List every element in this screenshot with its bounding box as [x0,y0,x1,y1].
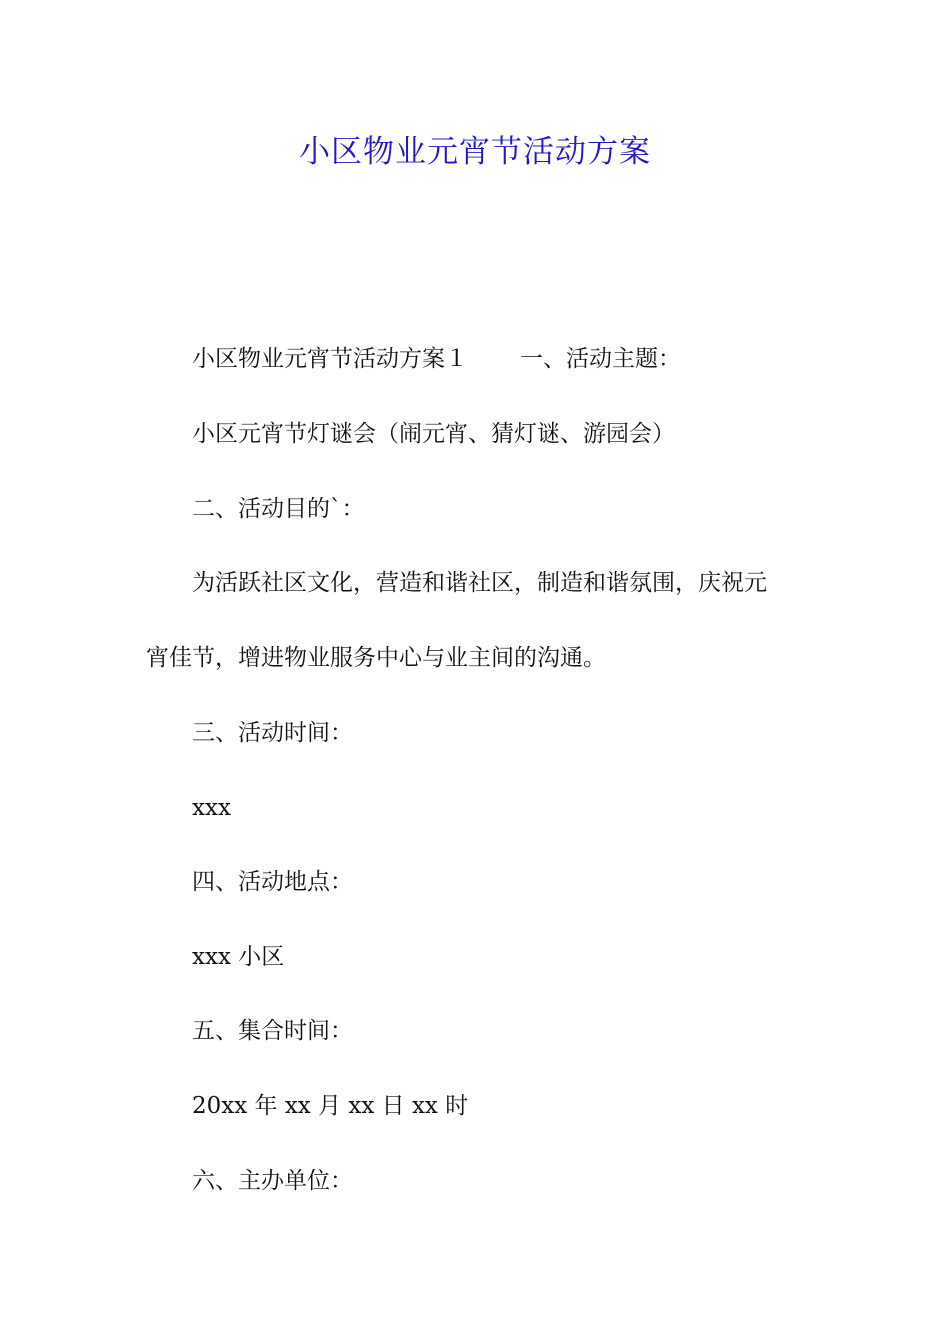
section-one-heading: 一、活动主题： [520,346,681,372]
section-four-heading: 四、活动地点： [192,869,353,895]
theme-text: 小区元宵节灯谜会（闹元宵、猜灯谜、游园会） [192,421,675,447]
section-three-heading: 三、活动时间： [192,720,353,746]
gather-time-value: 20xx 年 xx 月 xx 日 xx 时 [192,1093,469,1119]
time-value: xxx [192,795,231,821]
plan-label: 小区物业元宵节活动方案１ [192,346,468,372]
heading-line [192,339,681,379]
section-six-heading: 六、主办单位： [192,1168,353,1194]
purpose-text-line-2: 宵佳节，增进物业服务中心与业主间的沟通。 [146,645,606,671]
purpose-text-line-1: 为活跃社区文化，营造和谐社区，制造和谐氛围，庆祝元 [192,570,767,596]
location-value: xxx 小区 [192,944,285,970]
document-title: 小区物业元宵节活动方案 [299,134,651,170]
section-five-heading: 五、集合时间： [192,1018,353,1044]
section-two-heading: 二、活动目的`： [192,496,365,522]
